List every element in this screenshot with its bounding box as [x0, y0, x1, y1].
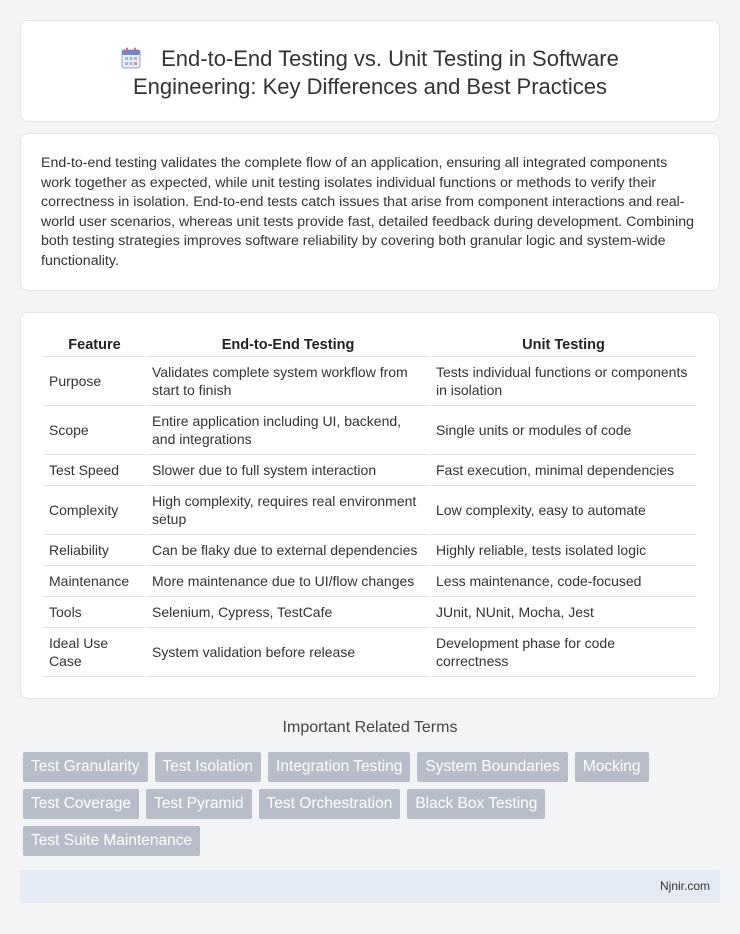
term-tag[interactable]: Test Isolation — [155, 752, 261, 782]
related-terms-heading: Important Related Terms — [282, 719, 458, 736]
table-row — [44, 406, 696, 455]
footer — [20, 870, 720, 903]
table-row — [44, 535, 696, 566]
table-cell: High complexity, requires real environment setup — [147, 486, 429, 535]
table-row — [44, 566, 696, 597]
term-tag[interactable]: Test Pyramid — [146, 789, 252, 819]
table-cell: Tools — [44, 597, 145, 628]
table-row — [44, 486, 696, 535]
table-cell: Validates complete system workflow from start to finish — [147, 357, 429, 406]
table-cell: Reliability — [44, 535, 145, 566]
summary-card — [20, 133, 720, 291]
table-cell: System validation before release — [147, 628, 429, 677]
table-cell: Less maintenance, code-focused — [431, 566, 696, 597]
footer-site[interactable]: Njnir.com — [659, 879, 710, 893]
term-tag[interactable]: Test Coverage — [23, 789, 139, 819]
comparison-table-card — [20, 312, 720, 699]
table-header-row — [44, 333, 696, 357]
term-tag[interactable]: Test Suite Maintenance — [23, 826, 200, 856]
table-row — [44, 628, 696, 677]
header-unit: Unit Testing — [431, 333, 696, 357]
summary-text: End-to-end testing validates the complete flow of an application, ensuring all integrated components work together as expected, while unit testing isolates individual functions or methods to verify their correctness in isolation. End-to-end tests catch issues that arise from component interactions and real-world user scenarios, whereas unit tests provide fast, detailed feedback during development. Combining both testing strategies improves software reliability by covering both granular logic and system-wide functionality. — [41, 155, 694, 269]
table-cell: Highly reliable, tests isolated logic — [431, 535, 696, 566]
term-tag[interactable]: Integration Testing — [268, 752, 410, 782]
term-tag[interactable]: Black Box Testing — [407, 789, 545, 819]
page-title — [21, 45, 719, 101]
title-card — [20, 20, 720, 122]
header-end-to-end: End-to-End Testing — [147, 333, 429, 357]
table-cell: Entire application including UI, backend, and integrations — [147, 406, 429, 455]
table-cell: Test Speed — [44, 455, 145, 486]
table-cell: JUnit, NUnit, Mocha, Jest — [431, 597, 696, 628]
title-line-2: Engineering: Key Differences and Best Practices — [132, 74, 608, 99]
related-terms-list — [23, 752, 713, 856]
table-row — [44, 597, 696, 628]
table-cell: Purpose — [44, 357, 145, 406]
table-row — [44, 357, 696, 406]
term-tag[interactable]: System Boundaries — [417, 752, 567, 782]
term-tag[interactable]: Mocking — [575, 752, 649, 782]
table-cell: Slower due to full system interaction — [147, 455, 429, 486]
table-cell: Selenium, Cypress, TestCafe — [147, 597, 429, 628]
table-cell: Development phase for code correctness — [431, 628, 696, 677]
table-cell: Tests individual functions or components in isolation — [431, 357, 696, 406]
term-tag[interactable]: Test Orchestration — [259, 789, 401, 819]
comparison-table — [42, 333, 698, 677]
calendar-icon — [121, 47, 141, 69]
table-cell: Scope — [44, 406, 145, 455]
table-cell: Ideal Use Case — [44, 628, 145, 677]
table-cell: Low complexity, easy to automate — [431, 486, 696, 535]
table-cell: More maintenance due to UI/flow changes — [147, 566, 429, 597]
table-cell: Complexity — [44, 486, 145, 535]
table-cell: Maintenance — [44, 566, 145, 597]
table-cell: Single units or modules of code — [431, 406, 696, 455]
table-cell: Can be flaky due to external dependencies — [147, 535, 429, 566]
term-tag[interactable]: Test Granularity — [23, 752, 148, 782]
title-line-1: End-to-End Testing vs. Unit Testing in Software — [161, 46, 619, 71]
header-feature: Feature — [44, 333, 145, 357]
table-row — [44, 455, 696, 486]
table-cell: Fast execution, minimal dependencies — [431, 455, 696, 486]
